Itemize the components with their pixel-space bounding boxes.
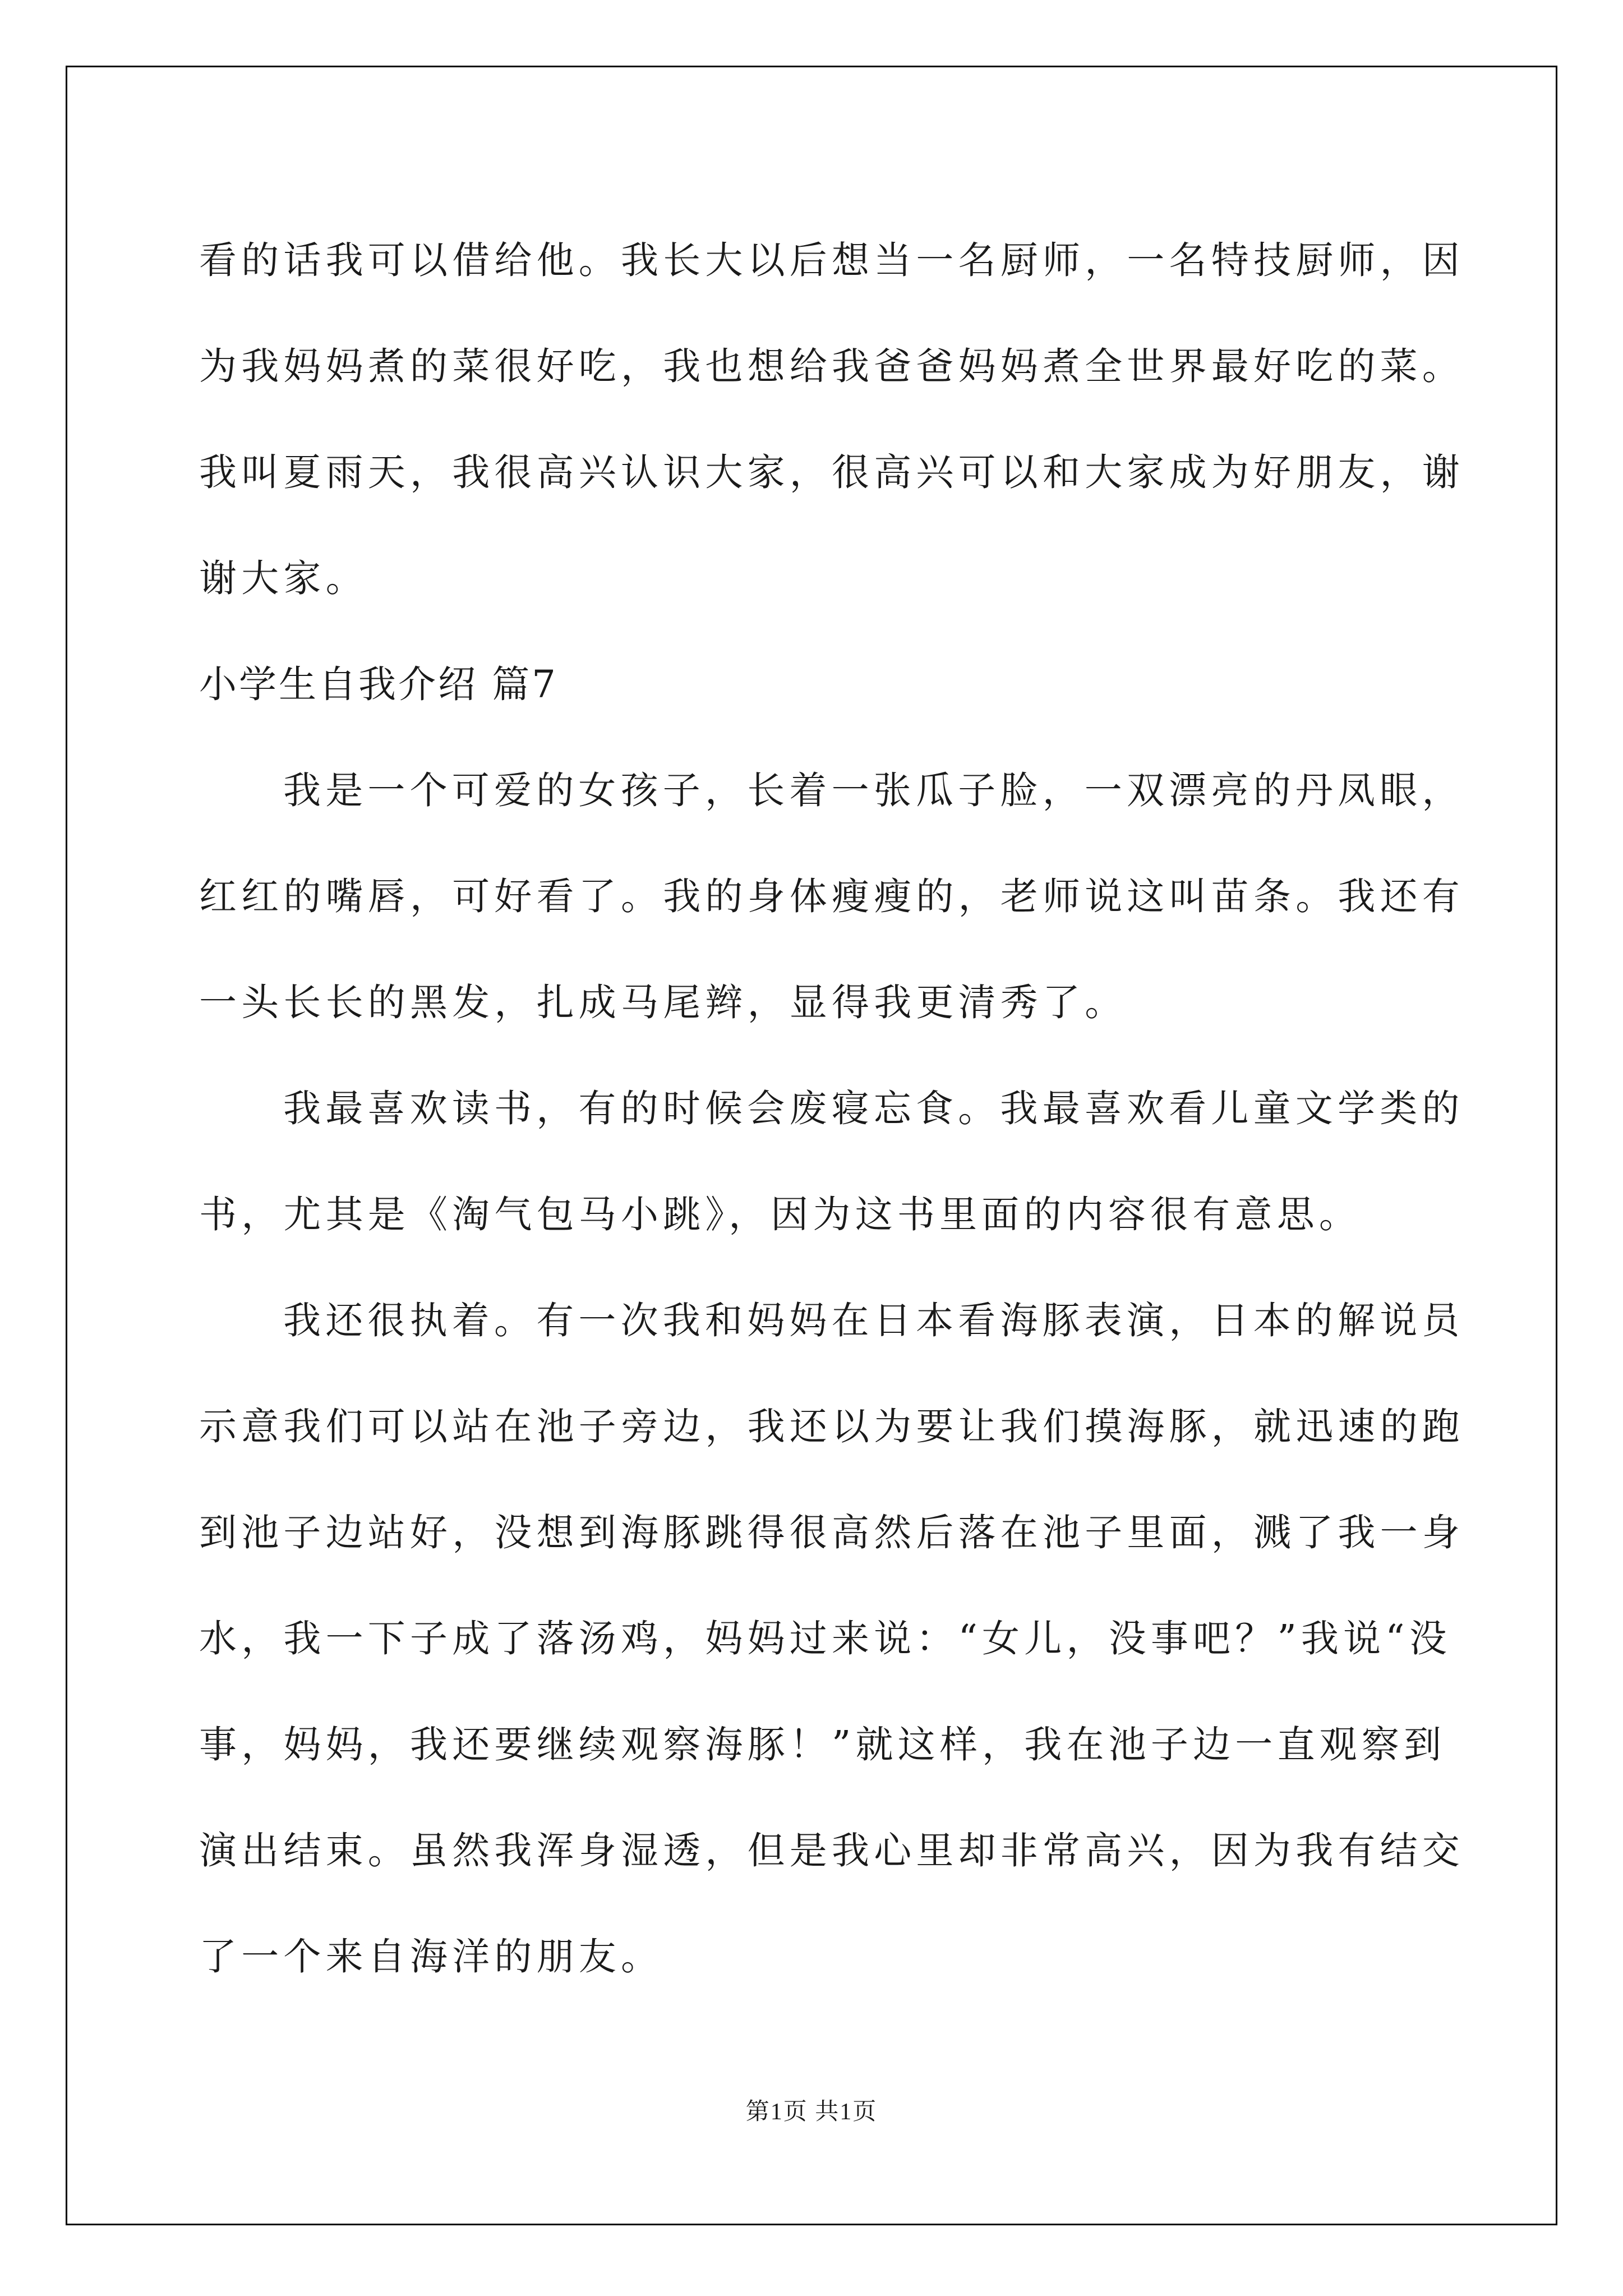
paragraph-line: 了一个来自海洋的朋友。 [199, 1935, 663, 1978]
section-heading: 小学生自我介绍 篇7 [199, 662, 558, 706]
paragraph-line: 书，尤其是《淘气包马小跳》，因为这书里面的内容很有意思。 [199, 1193, 1362, 1236]
paragraph-line: 红红的嘴唇，可好看了。我的身体瘦瘦的，老师说这叫苗条。我还有 [199, 875, 1464, 918]
text-line: 看的话我可以借给他。我长大以后想当一名厨师，一名特技厨师，因 [199, 238, 1464, 282]
paragraph-line: 演出结束。虽然我浑身湿透，但是我心里却非常高兴，因为我有结交 [199, 1829, 1464, 1872]
paragraph-line: 我最喜欢读书，有的时候会废寝忘食。我最喜欢看儿童文学类的 [283, 1087, 1464, 1130]
text-line: 谢大家。 [199, 556, 368, 600]
paragraph-line: 我是一个可爱的女孩子，长着一张瓜子脸，一双漂亮的丹凤眼， [283, 769, 1464, 812]
paragraph-line: 一头长长的黑发，扎成马尾辫，显得我更清秀了。 [199, 981, 1127, 1024]
paragraph-line: 水，我一下子成了落汤鸡，妈妈过来说：“女儿，没事吧？”我说“没 [199, 1617, 1451, 1660]
page-number: 第1页 共1页 [745, 2099, 878, 2125]
page-footer [0, 2095, 1623, 2129]
paragraph-line: 示意我们可以站在池子旁边，我还以为要让我们摸海豚，就迅速的跑 [199, 1405, 1464, 1448]
paragraph-line: 我还很执着。有一次我和妈妈在日本看海豚表演，日本的解说员 [283, 1299, 1464, 1342]
text-line: 我叫夏雨天，我很高兴认识大家，很高兴可以和大家成为好朋友，谢 [199, 450, 1464, 494]
paragraph-line: 事，妈妈，我还要继续观察海豚！”就这样，我在池子边一直观察到 [199, 1723, 1446, 1766]
text-line: 为我妈妈煮的菜很好吃，我也想给我爸爸妈妈煮全世界最好吃的菜。 [199, 344, 1464, 388]
paragraph-line: 到池子边站好，没想到海豚跳得很高然后落在池子里面，溅了我一身 [199, 1511, 1464, 1554]
document-body [199, 208, 1464, 2010]
